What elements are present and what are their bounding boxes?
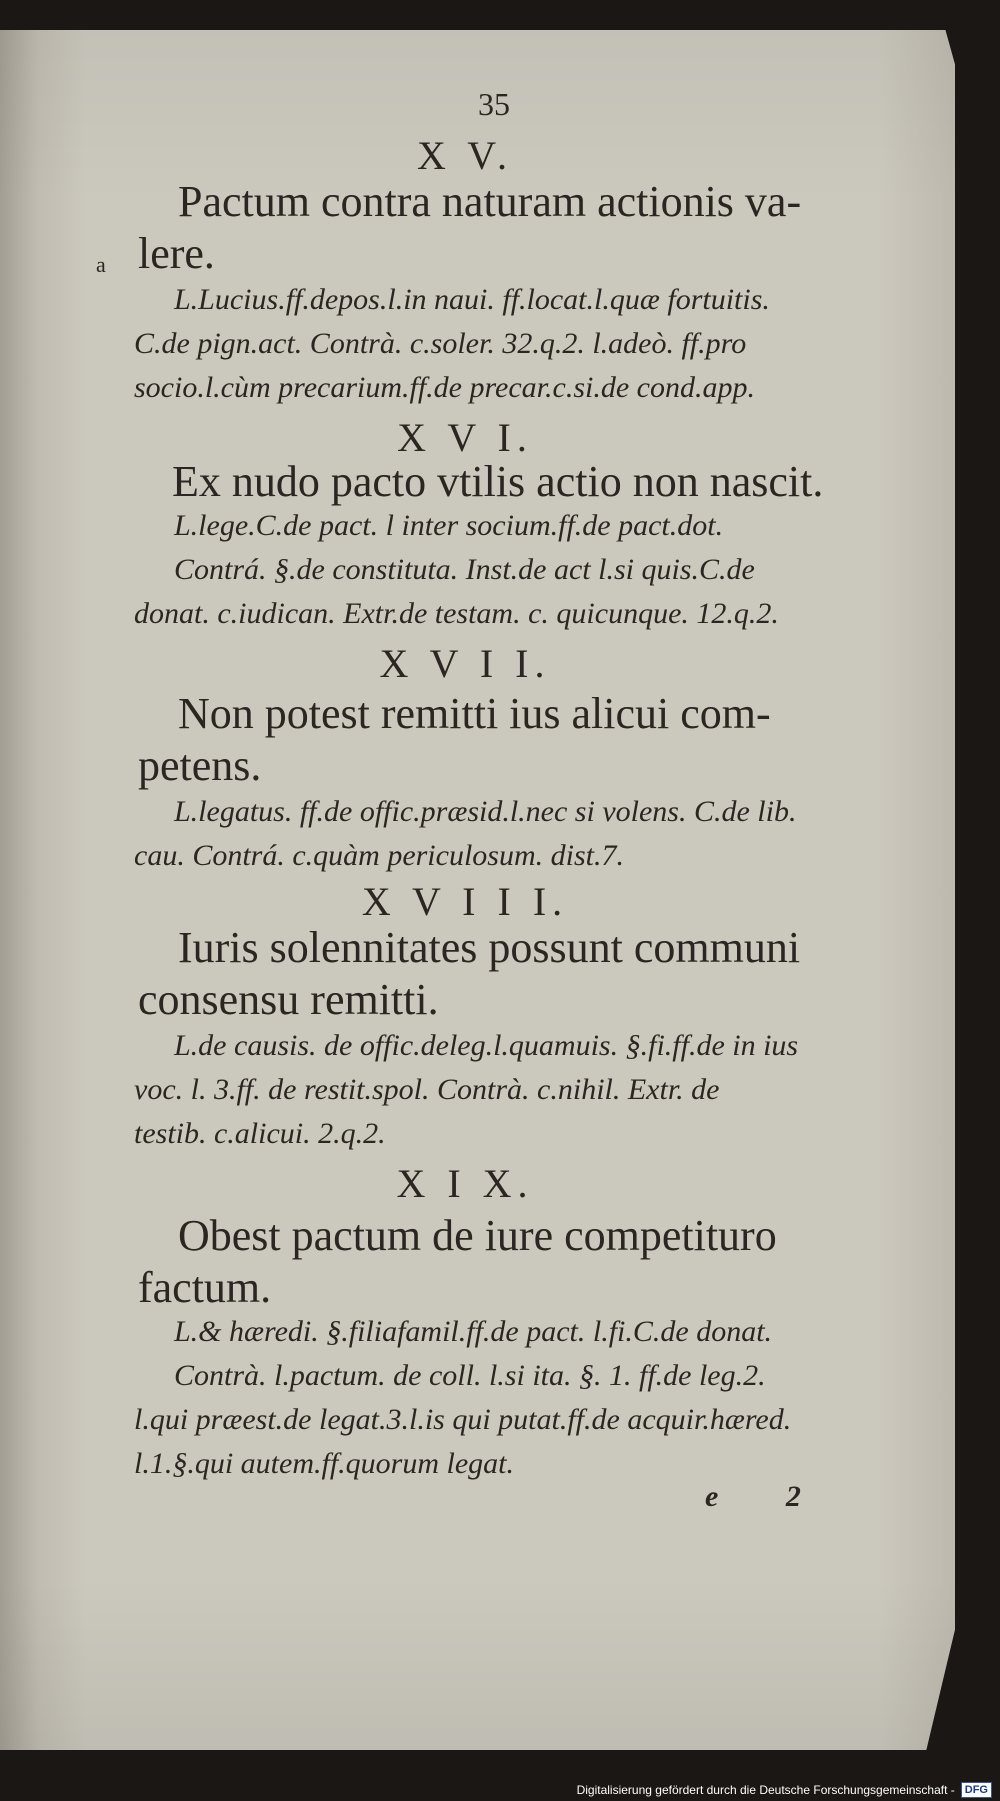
citation-line: L.de causis. de offic.deleg.l.quamuis. §.fi.ff.de in ius [174,1029,799,1062]
citation-line: donat. c.iudican. Extr.de testam. c. quicunque. 12.q.2. [134,597,779,630]
section-citation [134,1024,894,1156]
citation-line: l.1.§.qui autem.ff.quorum legat. [134,1447,514,1480]
maxim-line: petens. [138,741,262,790]
maxim-line: factum. [138,1263,272,1312]
maxim-line: Pactum contra naturam actionis va- [178,177,802,226]
maxim-line: Iuris solennitates possunt communi [178,923,801,972]
citation-line: L.Lucius.ff.depos.l.in naui. ff.locat.l.quæ fortuitis. [174,283,770,316]
maxim-line: Ex nudo pacto vtilis actio non nascit. [172,457,824,506]
citation-line: L.lege.C.de pact. l inter socium.ff.de pact.dot. [174,509,724,542]
citation-line: C.de pign.act. Contrà. c.soler. 32.q.2. l.adeò. ff.pro [134,327,747,360]
maxim-line: Obest pactum de iure competituro [178,1211,777,1260]
citation-line: voc. l. 3.ff. de restit.spol. Contrà. c.nihil. Extr. de [134,1073,720,1106]
page-number: 35 [478,86,510,122]
section-maxim [172,456,912,508]
section-numeral: X I X. [396,1161,534,1206]
citation-line: l.qui præest.de legat.3.l.is qui putat.ff.de acquir.hæred. [134,1403,792,1436]
section-maxim [138,176,878,280]
maxim-line: lere. [138,229,215,278]
footer-credit: Digitalisierung gefördert durch die Deutsche Forschungsgemeinschaft - [576,1783,955,1797]
citation-line: testib. c.alicui. 2.q.2. [134,1117,386,1150]
section-citation [134,790,894,878]
maxim-line: consensu remitti. [138,975,439,1024]
dfg-logo-icon: DFG [961,1782,992,1798]
section-citation [134,1310,894,1486]
section-citation [134,278,894,410]
digitization-footer [577,1779,992,1801]
section-citation [134,504,894,636]
section-maxim [138,688,878,792]
section-numeral: X V I I I. [361,879,569,924]
citation-line: L.& hæredi. §.filiafamil.ff.de pact. l.fi.C.de donat. [174,1315,773,1348]
citation-line: cau. Contrá. c.quàm periculosum. dist.7. [134,839,624,872]
citation-line: Contrá. §.de constituta. Inst.de act l.si quis.C.de [174,553,755,586]
section-maxim [138,922,878,1026]
section-numeral: X V. [417,133,513,178]
maxim-line: Non potest remitti ius alicui com- [178,689,771,738]
margin-mark: a [96,252,106,277]
section-numeral: X V I. [397,415,533,460]
citation-line: Contrà. l.pactum. de coll. l.si ita. §. 1. ff.de leg.2. [174,1359,766,1392]
section-maxim [138,1210,878,1314]
citation-line: L.legatus. ff.de offic.præsid.l.nec si volens. C.de lib. [174,795,797,828]
signature-mark: e 2 [705,1480,831,1513]
citation-line: socio.l.cùm precarium.ff.de precar.c.si.de cond.app. [134,371,755,404]
section-numeral: X V I I. [379,641,551,686]
